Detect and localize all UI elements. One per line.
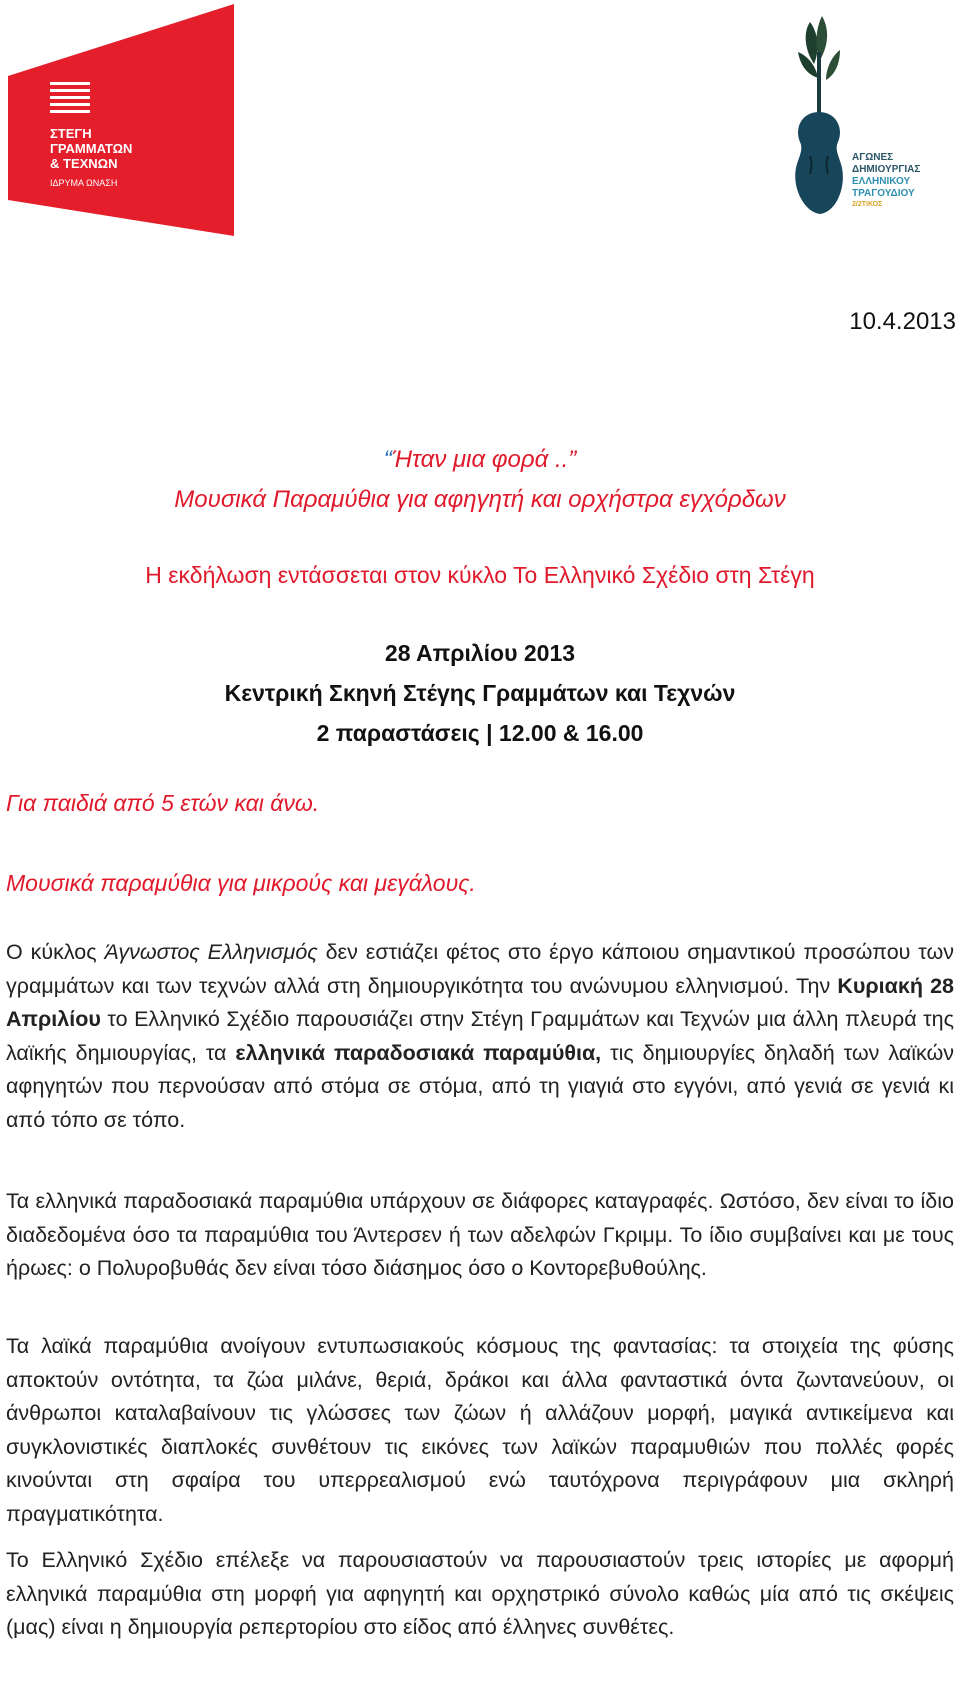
agones-logo: [780, 12, 940, 224]
event-showtimes: 2 παραστάσεις | 12.00 & 16.00: [316, 720, 644, 746]
body-paragraph-3: Τα λαϊκά παραμύθια ανοίγουν εντυπωσιακούς κόσμους της φαντασίας: τα στοιχεία της φύσης αποκτούν οντότητα, τα ζώα μιλάνε, θεριά, δράκοι και άλλα φανταστικά όντα ζωντανεύουν, οι άνθρωποι καταλαβαίνουν τις γλώσσες των ζώων ή αλλάζουν μορφή, μαγικά αντικείμενα και συγκλονιστικές διαπλοκές συνθέτουν τις εικόνες των λαϊκών παραμυθιών που πολλές φορές κινούνται στη σφαίρα του υπερρεαλισμού ενώ ταυτόχρονα περιγράφουν μια σκληρή πραγματικότητα.: [6, 1334, 954, 1526]
audience-tagline: Μουσικά παραμύθια για μικρούς και μεγάλους.: [6, 870, 476, 896]
event-cycle-note: Η εκδήλωση εντάσσεται στον κύκλο Το Ελληνικό Σχέδιο στη Στέγη: [145, 562, 815, 588]
agones-logo-line: ΤΡΑΓΟΥΔΙΟΥ: [852, 188, 915, 199]
stegi-logo-line: ΣΤΕΓΗ: [50, 126, 92, 141]
emblem-bar: [50, 110, 90, 113]
stegi-logo: [8, 4, 238, 236]
event-venue: Κεντρική Σκηνή Στέγης Γραμμάτων και Τεχνών: [224, 680, 736, 706]
text-run: Ο κύκλος: [6, 940, 105, 964]
cycle-name: Άγνωστος Ελληνισμός: [104, 940, 318, 964]
body-paragraph-1: [6, 936, 954, 1137]
emblem-bar: [50, 96, 90, 99]
text-run: τις δημιουργίες δηλαδή των λαϊκών αφηγητών που περνούσαν από στόμα σε στόμα, από τη γιαγιά στο εγγόνι, από γενιά σε γενιά κι από τόπο σε τόπο.: [6, 1040, 954, 1132]
stegi-logo-line: ΓΡΑΜΜΑΤΩΝ: [50, 141, 133, 156]
stegi-logo-line: & ΤΕΧΝΩΝ: [50, 156, 118, 171]
stegi-logo-line: ΙΔΡΥΜΑ ΩΝΑΣΗ: [50, 178, 118, 188]
violin-body: [795, 112, 843, 214]
agones-logo-line: 2/2ΤΙΚΟΣ: [852, 201, 883, 208]
event-title: [0, 446, 960, 474]
leaf-shape: [826, 50, 840, 80]
release-date: 10.4.2013: [849, 308, 956, 335]
event-subtitle: Μουσικά Παραμύθια για αφηγητή και ορχήστρα εγχόρδων: [174, 486, 786, 513]
audience-age: Για παιδιά από 5 ετών και άνω.: [6, 790, 320, 816]
emblem-bar: [50, 103, 90, 106]
emblem-bar: [50, 89, 90, 92]
text-run: δεν εστιάζει φέτος στο έργο κάποιου σημαντικού προσώπου των γραμμάτων και των τεχνών αλλά στη δημιουργικότητα του ανώνυμου ελληνισμού. Την: [6, 940, 954, 998]
agones-logo-line: ΔΗΜΙΟΥΡΓΙΑΣ: [852, 164, 921, 175]
emblem-bar: [50, 82, 90, 85]
agones-logo-graphic: [780, 12, 940, 224]
fairy-tales-highlight: ελληνικά παραδοσιακά παραμύθια,: [235, 1040, 602, 1065]
agones-logo-line: ΑΓΩΝΕΣ: [852, 152, 894, 163]
agones-logo-line: ΕΛΛΗΝΙΚΟΥ: [852, 176, 911, 187]
stegi-logo-shape: [8, 4, 234, 236]
body-paragraph-4: Το Ελληνικό Σχέδιο επέλεξε να παρουσιαστούν να παρουσιαστούν τρεις ιστορίες με αφορμή ελληνικά παραμύθια στη μορφή για αφηγητή και ορχηστρικό σύνολο καθώς μία από τις σκέψεις (μας) είναι η δημιουργία ρεπερτορίου στο είδος από έλληνες συνθέτες.: [6, 1548, 954, 1639]
open-quote: “: [383, 446, 392, 473]
event-day: Κυριακή 28 Απριλίου: [6, 973, 954, 1031]
text-run: το Ελληνικό Σχέδιο παρουσιάζει στην Στέγη Γραμμάτων και Τεχνών μια άλλη πλευρά της λαϊκής δημιουργίας, τα: [6, 1007, 954, 1065]
event-date: 28 Απριλίου 2013: [384, 640, 576, 666]
leaf-shape: [806, 22, 818, 64]
body-paragraph-2: Τα ελληνικά παραδοσιακά παραμύθια υπάρχουν σε διάφορες καταγραφές. Ωστόσο, δεν είναι το ίδιο διαδεδομένα όσο τα παραμύθια του Άντερσεν ή των αδελφών Γκριμμ. Το ίδιο συμβαίνει και με τους ήρωες: ο Πολυροβυθάς δεν είναι τόσο διάσημος όσο ο Κοντορεβυθούλης.: [6, 1189, 954, 1280]
stegi-logo-graphic: [8, 4, 238, 236]
event-title-text: Ήταν μια φορά ..”: [391, 446, 577, 473]
